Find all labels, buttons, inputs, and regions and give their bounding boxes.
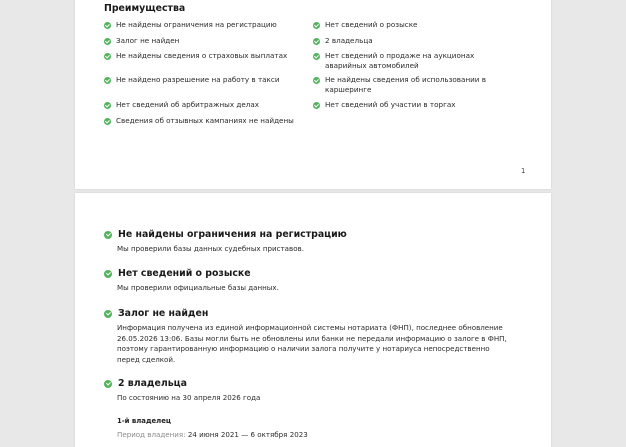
ownership-period-value: 24 июня 2021 — 6 октября 2023 bbox=[187, 430, 308, 439]
check-circle-icon bbox=[104, 380, 112, 388]
section-title: Не найдены ограничения на регистрацию bbox=[104, 229, 347, 240]
section-title: Нет сведений о розыске bbox=[104, 268, 251, 279]
advantage-item: Не найдены сведения о страховых выплатах bbox=[104, 51, 304, 61]
advantage-item: Нет сведений о розыске bbox=[313, 20, 518, 30]
advantage-item: Сведения об отзывных кампаниях не найдены bbox=[104, 116, 314, 126]
section-text: Мы проверили базы данных судебных приставов. bbox=[117, 244, 304, 253]
advantage-item: Нет сведений о продаже на аукционах аварийных автомобилей bbox=[313, 51, 518, 71]
section-title: 2 владельца bbox=[104, 378, 187, 389]
advantage-item: 2 владельца bbox=[313, 36, 518, 46]
check-circle-icon bbox=[313, 77, 320, 84]
advantage-item: Нет сведений об участии в торгах bbox=[313, 100, 518, 110]
advantage-item: Не найдено разрешение на работу в такси bbox=[104, 75, 304, 85]
check-circle-icon bbox=[104, 53, 111, 60]
report-page-1 bbox=[75, 0, 551, 189]
check-circle-icon bbox=[104, 77, 111, 84]
advantage-item: Не найдены сведения об использовании в каршеринге bbox=[313, 75, 493, 95]
advantage-item: Не найдены ограничения на регистрацию bbox=[104, 20, 304, 30]
section-text: По состоянию на 30 апреля 2026 года bbox=[117, 393, 261, 402]
check-circle-icon bbox=[104, 38, 111, 45]
check-circle-icon bbox=[313, 38, 320, 45]
advantage-item: Залог не найден bbox=[104, 36, 304, 46]
section-title: Залог не найден bbox=[104, 308, 208, 319]
page-number: 1 bbox=[521, 167, 526, 175]
section-text: Информация получена из единой информационной системы нотариата (ФНП), последнее обновление 26.05.2026 13:06. Базы могли быть не обновлены или банки не передали информацию о залоге в ФНП, поэтому гарантированную информацию о наличии залога получите у нотариуса непосредственно перед сделкой. bbox=[117, 323, 507, 364]
check-circle-icon bbox=[104, 231, 112, 239]
report-page-2 bbox=[75, 193, 551, 447]
advantages-title: Преимущества bbox=[104, 3, 186, 14]
check-circle-icon bbox=[104, 118, 111, 125]
check-circle-icon bbox=[104, 102, 111, 109]
check-circle-icon bbox=[104, 310, 112, 318]
section-text: Мы проверили официальные базы данных. bbox=[117, 283, 279, 292]
check-circle-icon bbox=[104, 270, 112, 278]
ownership-period-label: Период владения: bbox=[117, 430, 186, 439]
ownership-period bbox=[117, 430, 308, 439]
advantage-item: Нет сведений об арбитражных делах bbox=[104, 100, 304, 110]
check-circle-icon bbox=[104, 22, 111, 29]
check-circle-icon bbox=[313, 53, 320, 60]
check-circle-icon bbox=[313, 102, 320, 109]
check-circle-icon bbox=[313, 22, 320, 29]
owner-label: 1-й владелец bbox=[117, 417, 172, 425]
